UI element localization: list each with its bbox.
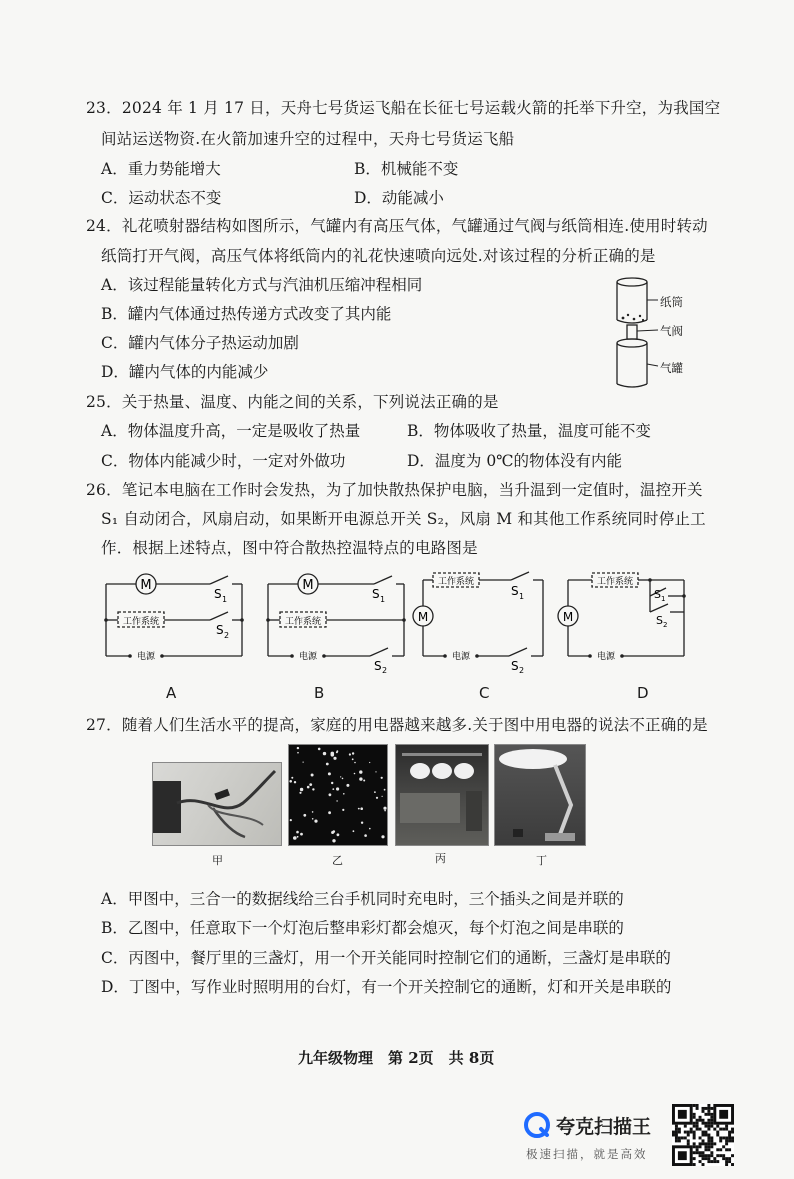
svg-text:S: S [654,588,661,601]
q25-option-a: A．物体温度升高，一定是吸收了热量 [101,422,361,440]
circuit-caption-d: D [637,684,649,702]
photo-caption-jia: 甲 [212,854,223,867]
svg-text:2: 2 [224,631,230,640]
quark-logo-icon [524,1112,550,1138]
photo-caption-bing: 丙 [435,852,446,865]
q24-stem-line2: 纸筒打开气阀，高压气体将纸筒内的礼花快速喷向远处.对该过程的分析正确的是 [101,247,656,265]
q24-option-c: C．罐内气体分子热运动加剧 [101,334,299,352]
q25-option-c: C．物体内能减少时，一定对外做功 [101,452,346,470]
q23-stem-line2: 间站运送物资.在火箭加速升空的过程中，天舟七号货运飞船 [101,130,515,148]
confetti-launcher-figure [604,268,704,396]
svg-text:S: S [214,587,222,601]
q26-stem-line3: 作．根据上述特点，图中符合散热控温特点的电路图是 [101,539,478,557]
label-valve: 气阀 [660,324,683,338]
svg-text:2: 2 [519,666,525,673]
label-paper-tube: 纸筒 [660,295,683,309]
svg-text:工作系统: 工作系统 [284,617,322,627]
svg-text:S: S [372,587,380,601]
q24-option-d: D．罐内气体的内能减少 [101,363,269,381]
circuit-caption-c: C [479,684,490,702]
svg-text:2: 2 [663,621,668,629]
label-gas-tank: 气罐 [660,361,683,375]
q27-option-a: A．甲图中，三合一的数据线给三台手机同时充电时，三个插头之间是并联的 [101,890,624,908]
svg-text:2: 2 [382,666,388,673]
svg-text:S: S [511,659,519,673]
photo-desk-lamp [494,744,586,846]
svg-text:工作系统: 工作系统 [596,577,634,587]
q24-option-a: A．该过程能量转化方式与汽油机压缩冲程相同 [101,276,423,294]
svg-text:1: 1 [380,595,386,604]
photo-caption-ding: 丁 [536,854,547,867]
circuit-diagram-c [411,568,551,673]
q26-stem-line2: S₁ 自动闭合，风扇启动，如果断开电源总开关 S₂，风扇 M 和其他工作系统同时停止工 [101,510,706,528]
svg-text:工作系统: 工作系统 [437,577,475,587]
q25-option-d: D．温度为 0℃的物体没有内能 [407,452,623,470]
q27-option-d: D．丁图中，写作业时照明用的台灯，有一个开关控制它的通断，灯和开关是串联的 [101,978,672,996]
circuit-diagram-b [262,568,412,673]
svg-text:M: M [302,578,314,593]
q25-stem: 25．关于热量、温度、内能之间的关系，下列说法正确的是 [86,393,499,411]
svg-text:S: S [511,584,519,598]
circuit-caption-a: A [166,684,177,702]
circuit-diagram-d [556,568,696,673]
photo-string-lights [288,744,388,846]
photo-caption-yi: 乙 [332,854,343,867]
q23-option-c: C．运动状态不变 [101,189,222,207]
svg-text:S: S [216,623,224,637]
svg-text:M: M [417,610,429,624]
q23-option-d: D．动能减小 [354,189,444,207]
svg-text:电源: 电源 [451,652,471,662]
watermark-brand: 夸克扫描王 [556,1116,652,1138]
q26-stem-line1: 26．笔记本电脑在工作时会发热，为了加快散热保护电脑，当升温到一定值时，温控开关 [86,481,703,499]
svg-text:S: S [374,659,382,673]
photo-charging-cable [152,762,282,846]
motor-label: M [140,578,152,593]
q23-option-b: B．机械能不变 [354,160,459,178]
q24-option-b: B．罐内气体通过热传递方式改变了其内能 [101,305,392,323]
svg-text:电源: 电源 [298,652,318,662]
work-system-label: 工作系统 [122,617,160,627]
q27-option-c: C．丙图中，餐厅里的三盏灯，用一个开关能同时控制它们的通断，三盏灯是串联的 [101,949,671,967]
page-footer: 九年级物理 第 2页 共 8页 [298,1049,495,1067]
circuit-diagram-a [100,568,250,673]
svg-text:1: 1 [519,592,525,601]
photo-restaurant-lamps [395,744,489,846]
power-label: 电源 [136,652,156,662]
svg-text:S: S [656,614,663,627]
qr-code-icon [672,1104,734,1166]
svg-text:电源: 电源 [596,652,616,662]
q27-stem: 27．随着人们生活水平的提高，家庭的用电器越来越多.关于图中用电器的说法不正确的是 [86,716,708,734]
circuit-caption-b: B [314,684,325,702]
scanner-watermark [524,1108,668,1164]
svg-text:1: 1 [222,595,228,604]
q25-option-b: B．物体吸收了热量，温度可能不变 [407,422,651,440]
q27-option-b: B．乙图中，任意取下一个灯泡后整串彩灯都会熄灭，每个灯泡之间是串联的 [101,919,624,937]
q23-option-a: A．重力势能增大 [101,160,221,178]
q23-stem-line1: 23．2024 年 1 月 17 日，天舟七号货运飞船在长征七号运载火箭的托举下升空，为我国空 [86,99,721,117]
svg-text:1: 1 [661,595,666,603]
q24-stem-line1: 24．礼花喷射器结构如图所示，气罐内有高压气体，气罐通过气阀与纸筒相连.使用时转动 [86,217,708,235]
svg-text:M: M [562,610,574,624]
watermark-tagline: 极速扫描，就是高效 [526,1147,648,1161]
